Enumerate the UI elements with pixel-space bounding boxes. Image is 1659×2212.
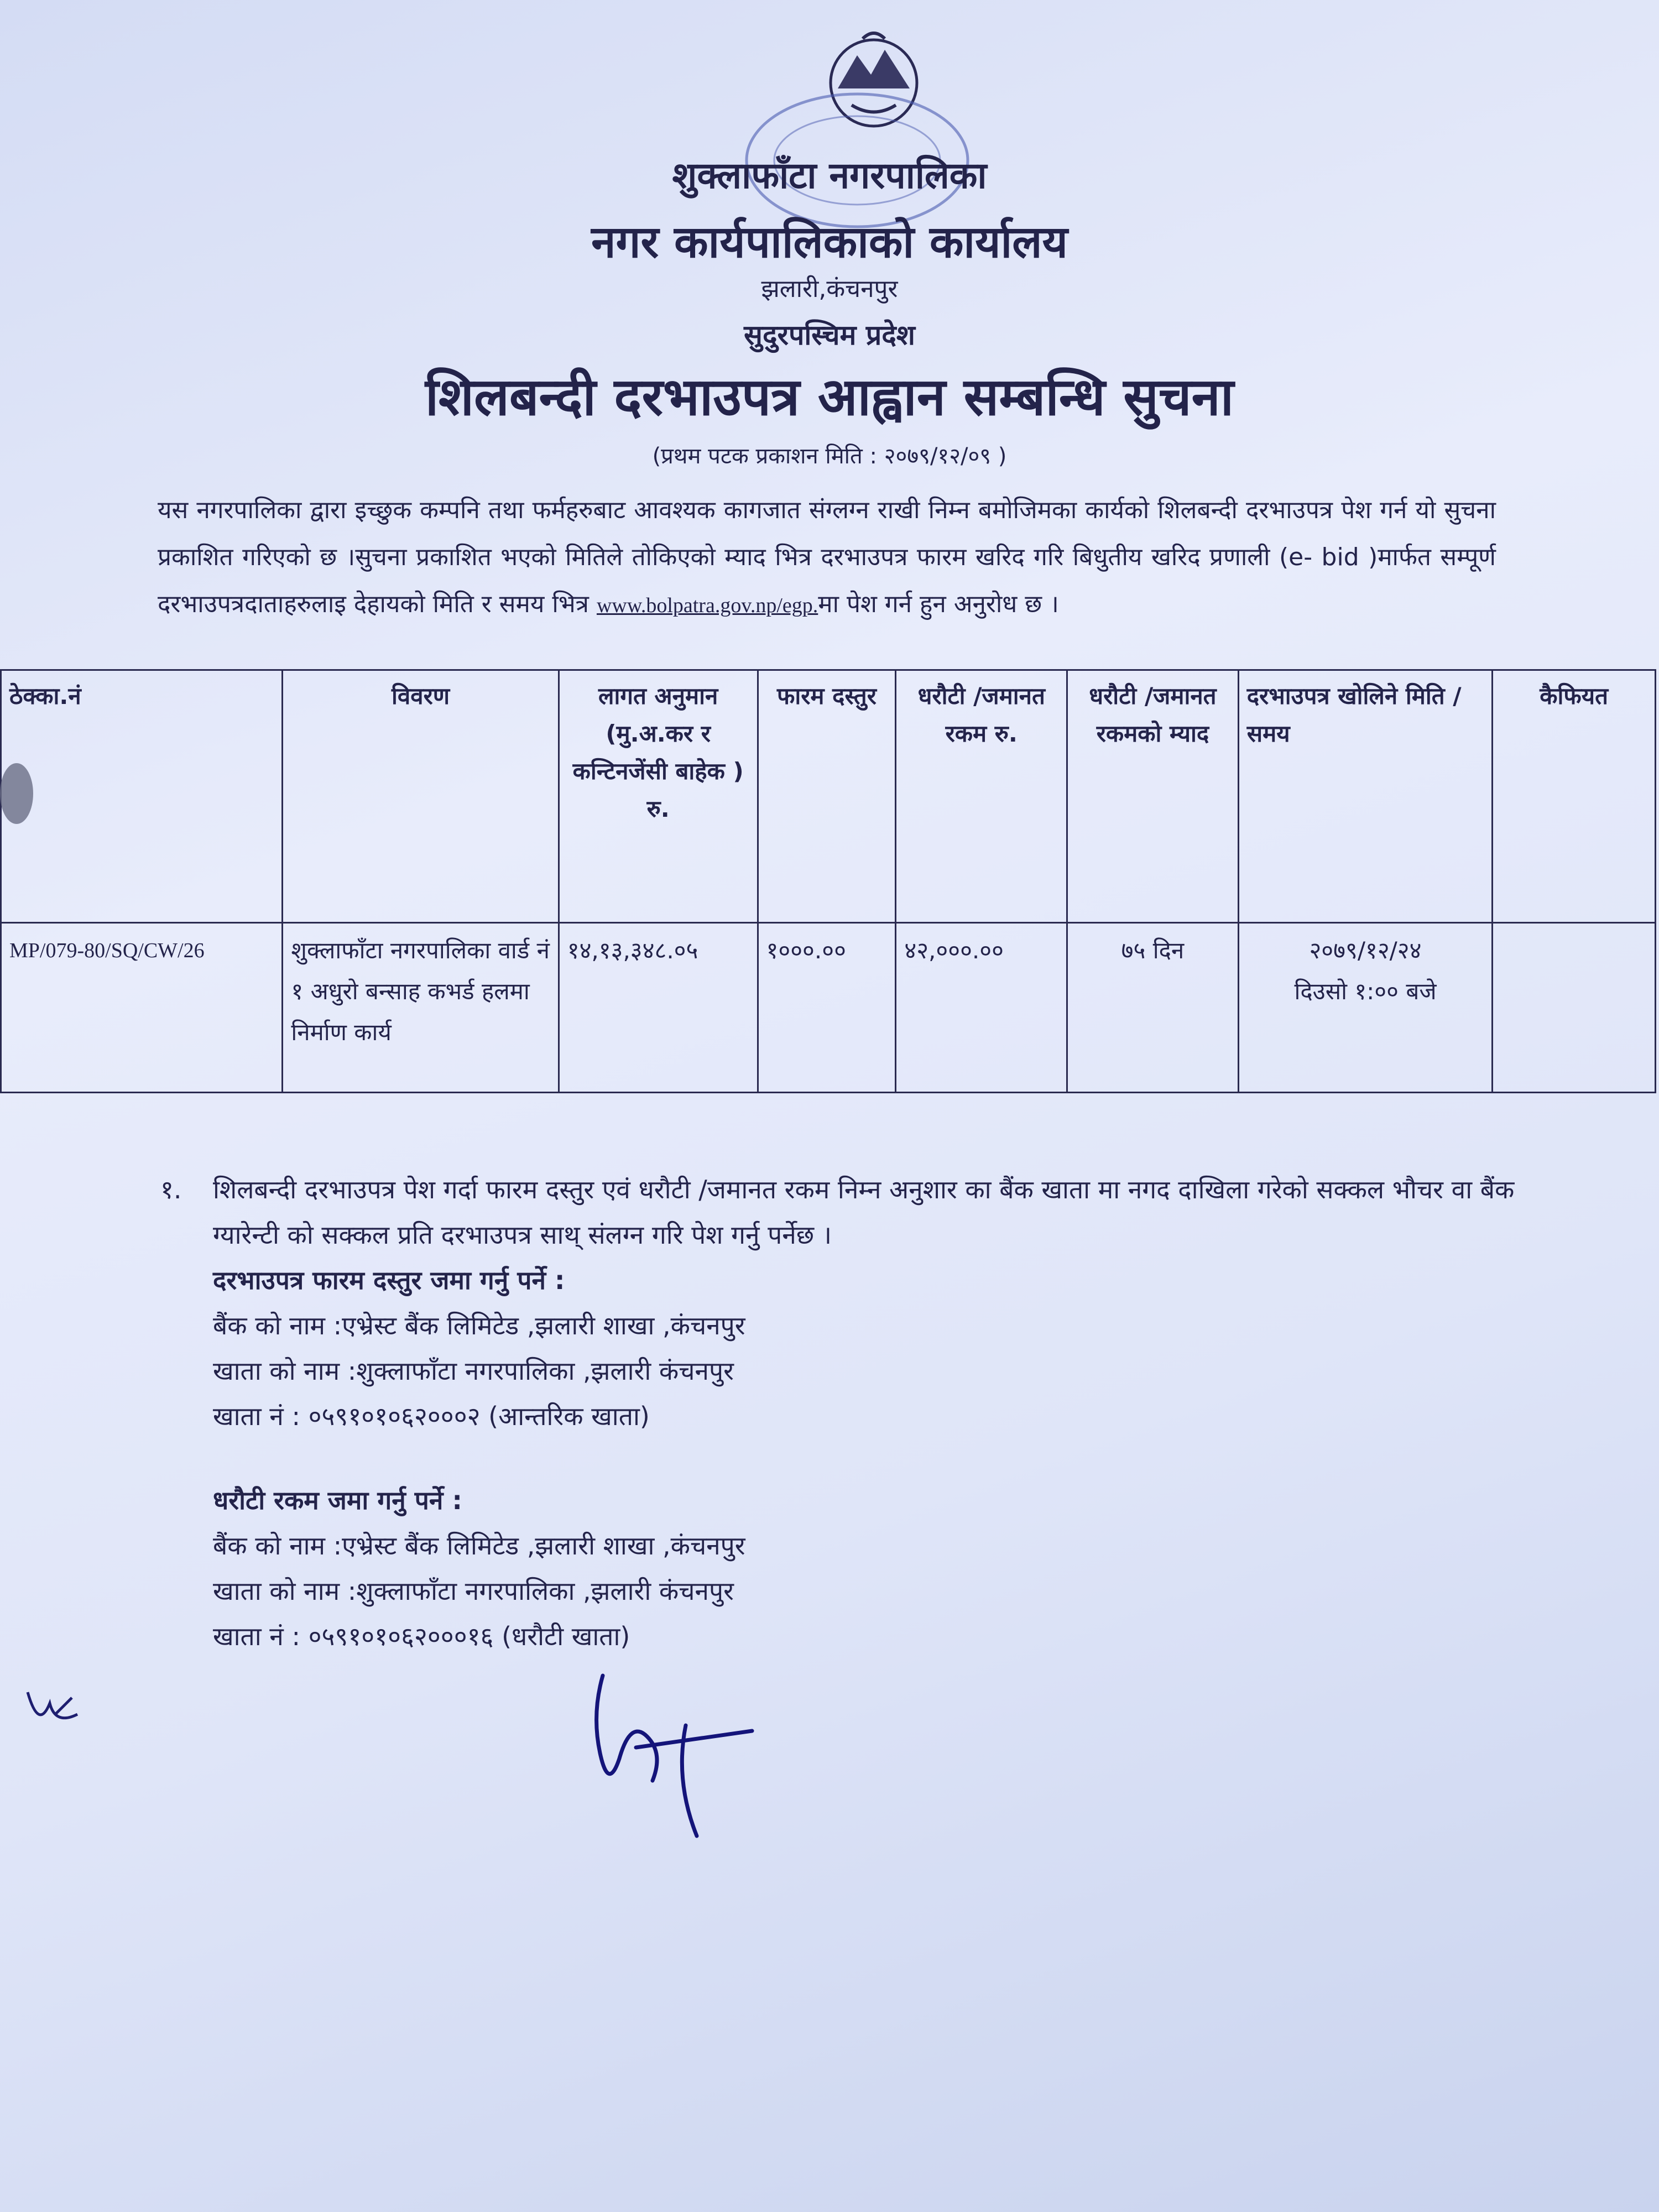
header-form-fee: फारम दस्तुर bbox=[758, 670, 896, 923]
publication-date: (प्रथम पटक प्रकाशन मिति : २०७९/१२/०९ ) bbox=[652, 444, 1007, 469]
cell-security-validity: ७५ दिन bbox=[1067, 923, 1239, 1093]
punch-hole bbox=[0, 763, 33, 824]
instruction-number: १. bbox=[160, 1175, 182, 1204]
cell-description: शुक्लाफाँटा नगरपालिका वार्ड नं १ अधुरो बन्साह कभर्ड हलमा निर्माण कार्य bbox=[283, 923, 559, 1093]
opening-time: दिउसो १:०० बजे bbox=[1294, 978, 1437, 1005]
form-fee-heading: दरभाउपत्र फारम दस्तुर जमा गर्नु पर्ने : bbox=[213, 1265, 565, 1295]
opening-date: २०७९/१२/२४ bbox=[1309, 937, 1422, 964]
cell-bid-security: ४२,०००.०० bbox=[896, 923, 1067, 1093]
tender-table bbox=[0, 669, 1656, 1093]
municipality-name: शुक्लाफाँटा नगरपालिका bbox=[672, 154, 987, 197]
header-security-validity: धरौटी /जमानत रकमको म्याद bbox=[1067, 670, 1239, 923]
instruction-text: शिलबन्दी दरभाउपत्र पेश गर्दा फारम दस्तुर एवं धरौटी /जमानत रकम निम्न अनुशार का बैंक खाता मा नगद दाखिला गरेको सक्कल भौचर वा बैंक ग्यारेन्टी को सक्कल प्रति दरभाउपत्र साथ् संलग्न गरि पेश गर्नु पर्नेछ । bbox=[213, 1175, 1515, 1250]
security-bank: बैंक को नाम :एभ्रेस्ट बैंक लिमिटेड ,झलारी शाखा ,कंचनपुर bbox=[213, 1531, 745, 1561]
security-account-name: खाता को नाम :शुक्लाफाँटा नगरपालिका ,झलारी कंचनपुर bbox=[213, 1576, 734, 1606]
header-cost-estimate: लागत अनुमान (मु.अ.कर र कन्टिनजेंसी बाहेक ) रु. bbox=[559, 670, 758, 923]
cell-opening-date bbox=[1238, 923, 1492, 1093]
margin-initials bbox=[22, 1681, 88, 1742]
table-row bbox=[1, 923, 1656, 1093]
cell-contract-no: MP/079-80/SQ/CW/26 bbox=[1, 923, 283, 1093]
header-opening-date: दरभाउपत्र खोलिने मिति /समय bbox=[1238, 670, 1492, 923]
header-description: विवरण bbox=[283, 670, 559, 923]
header-remarks: कैफियत bbox=[1493, 670, 1656, 923]
intro-paragraph bbox=[158, 487, 1496, 629]
form-fee-account-no: खाता नं : ०५९१०१०६२०००२ (आन्तरिक खाता) bbox=[213, 1401, 650, 1431]
header-bid-security: धरौटी /जमानत रकम रु. bbox=[896, 670, 1067, 923]
intro-tail: मा पेश गर्न हुन अनुरोध छ । bbox=[818, 590, 1059, 618]
instructions-section bbox=[160, 1167, 1543, 1659]
office-name: नगर कार्यपालिकाको कार्यालय bbox=[591, 216, 1068, 268]
cell-remarks bbox=[1493, 923, 1656, 1093]
cell-form-fee: १०००.०० bbox=[758, 923, 896, 1093]
office-address: झलारी,कंचनपुर bbox=[761, 275, 898, 303]
form-fee-account-name: खाता को नाम :शुक्लाफाँटा नगरपालिका ,झलारी कंचनपुर bbox=[213, 1356, 734, 1386]
security-heading: धरौटी रकम जमा गर्नु पर्ने : bbox=[213, 1485, 462, 1515]
notice-title: शिलबन्दी दरभाउपत्र आह्वान सम्बन्धि सुचना bbox=[425, 367, 1234, 427]
security-account-no: खाता नं : ०५९१०१०६२०००१६ (धरौटी खाता) bbox=[213, 1621, 630, 1651]
province-name: सुदुरपस्चिम प्रदेश bbox=[744, 319, 915, 351]
table-header-row bbox=[1, 670, 1656, 923]
header-contract-no: ठेक्का.नं bbox=[1, 670, 283, 923]
cell-cost-estimate: १४,१३,३४८.०५ bbox=[559, 923, 758, 1093]
bolpatra-link[interactable]: www.bolpatra.gov.np/egp. bbox=[596, 594, 818, 617]
signature bbox=[586, 1670, 774, 1847]
intro-text: यस नगरपालिका द्वारा इच्छुक कम्पनि तथा फर्महरुबाट आवश्यक कागजात संग्लग्न राखी निम्न बमोजिमका कार्यको शिलबन्दी दरभाउपत्र पेश गर्न यो सुचना प्रकाशित गरिएको छ ।सुचना प्रकाशित भएको मितिले तोकिएको म्याद भित्र दरभाउपत्र फारम खरिद गरि बिधुतीय खरिद प्रणाली (e- bid )मार्फत सम्पूर्ण दरभाउपत्रदाताहरुलाइ देहायको मिति र समय भित्र bbox=[158, 496, 1496, 618]
form-fee-bank: बैंक को नाम :एभ्रेस्ट बैंक लिमिटेड ,झलारी शाखा ,कंचनपुर bbox=[213, 1311, 745, 1340]
